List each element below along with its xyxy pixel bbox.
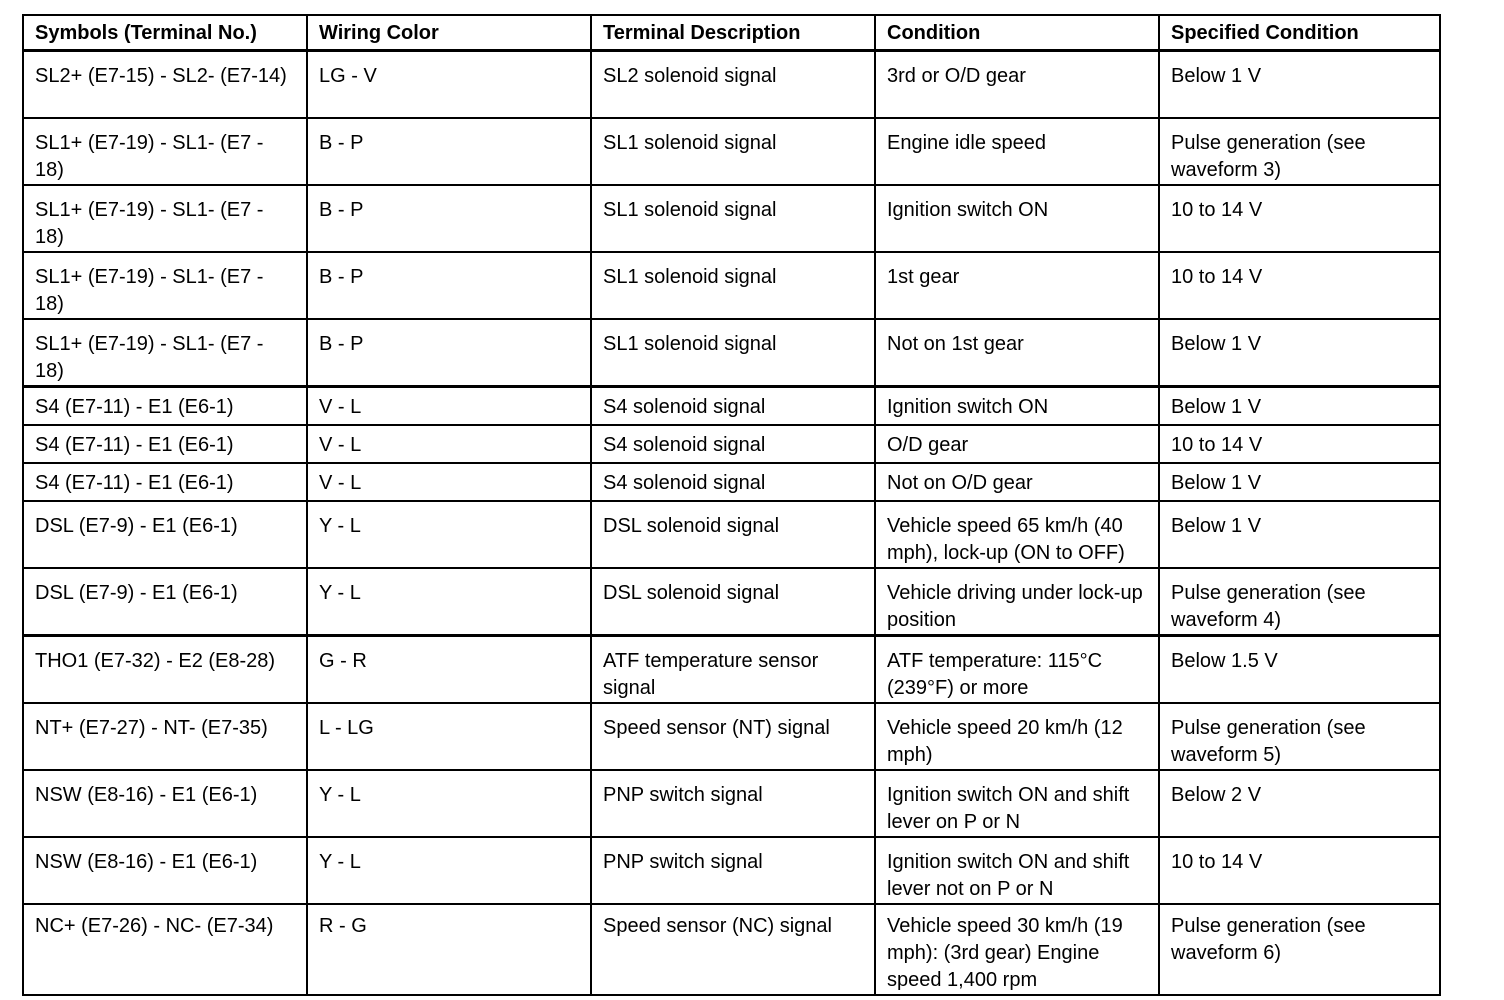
cell-terminal-description: Speed sensor (NT) signal xyxy=(591,703,875,770)
cell-terminal-description: ATF temperature sensor signal xyxy=(591,636,875,704)
cell-specified-condition: Below 1 V xyxy=(1159,387,1440,426)
cell-wiring-color: Y - L xyxy=(307,501,591,568)
cell-terminal-description: DSL solenoid signal xyxy=(591,568,875,636)
cell-symbols: S4 (E7-11) - E1 (E6-1) xyxy=(23,425,307,463)
header-symbols: Symbols (Terminal No.) xyxy=(23,15,307,51)
cell-terminal-description: SL1 solenoid signal xyxy=(591,319,875,387)
cell-wiring-color: V - L xyxy=(307,425,591,463)
table-row xyxy=(23,568,1440,636)
table-row xyxy=(23,770,1440,837)
cell-condition: ATF temperature: 115°C (239°F) or more xyxy=(875,636,1159,704)
cell-wiring-color: B - P xyxy=(307,319,591,387)
cell-condition: O/D gear xyxy=(875,425,1159,463)
cell-terminal-description: SL1 solenoid signal xyxy=(591,185,875,252)
cell-specified-condition: 10 to 14 V xyxy=(1159,185,1440,252)
table-row xyxy=(23,703,1440,770)
header-wiring-color: Wiring Color xyxy=(307,15,591,51)
cell-condition: Ignition switch ON and shift lever on P or N xyxy=(875,770,1159,837)
cell-specified-condition: Below 1.5 V xyxy=(1159,636,1440,704)
cell-condition: Not on O/D gear xyxy=(875,463,1159,501)
cell-wiring-color: Y - L xyxy=(307,770,591,837)
terminal-spec-table xyxy=(22,14,1441,996)
table-row xyxy=(23,319,1440,387)
cell-symbols: SL1+ (E7-19) - SL1- (E7 - 18) xyxy=(23,319,307,387)
table-row xyxy=(23,501,1440,568)
cell-wiring-color: B - P xyxy=(307,118,591,185)
cell-condition: Vehicle speed 20 km/h (12 mph) xyxy=(875,703,1159,770)
cell-terminal-description: SL1 solenoid signal xyxy=(591,252,875,319)
cell-wiring-color: L - LG xyxy=(307,703,591,770)
cell-wiring-color: V - L xyxy=(307,387,591,426)
cell-terminal-description: PNP switch signal xyxy=(591,837,875,904)
cell-wiring-color: G - R xyxy=(307,636,591,704)
cell-condition: Ignition switch ON xyxy=(875,387,1159,426)
table-row xyxy=(23,387,1440,426)
cell-symbols: DSL (E7-9) - E1 (E6-1) xyxy=(23,501,307,568)
table-row xyxy=(23,463,1440,501)
cell-specified-condition: Pulse generation (see waveform 3) xyxy=(1159,118,1440,185)
cell-wiring-color: B - P xyxy=(307,252,591,319)
cell-symbols: SL1+ (E7-19) - SL1- (E7 - 18) xyxy=(23,252,307,319)
cell-wiring-color: Y - L xyxy=(307,568,591,636)
cell-condition: Vehicle speed 65 km/h (40 mph), lock-up (ON to OFF) xyxy=(875,501,1159,568)
cell-terminal-description: Speed sensor (NC) signal xyxy=(591,904,875,995)
cell-symbols: S4 (E7-11) - E1 (E6-1) xyxy=(23,387,307,426)
table-row xyxy=(23,636,1440,704)
cell-symbols: SL2+ (E7-15) - SL2- (E7-14) xyxy=(23,51,307,119)
cell-specified-condition: Pulse generation (see waveform 4) xyxy=(1159,568,1440,636)
cell-condition: Engine idle speed xyxy=(875,118,1159,185)
table-row xyxy=(23,252,1440,319)
cell-wiring-color: Y - L xyxy=(307,837,591,904)
cell-terminal-description: PNP switch signal xyxy=(591,770,875,837)
cell-terminal-description: S4 solenoid signal xyxy=(591,425,875,463)
cell-specified-condition: Pulse generation (see waveform 5) xyxy=(1159,703,1440,770)
table-row xyxy=(23,51,1440,119)
cell-terminal-description: S4 solenoid signal xyxy=(591,463,875,501)
cell-symbols: NSW (E8-16) - E1 (E6-1) xyxy=(23,770,307,837)
table-header-row xyxy=(23,15,1440,51)
cell-specified-condition: Below 1 V xyxy=(1159,463,1440,501)
cell-condition: Vehicle driving under lock-up position xyxy=(875,568,1159,636)
terminal-spec-table-container xyxy=(22,14,1441,996)
cell-symbols: SL1+ (E7-19) - SL1- (E7 - 18) xyxy=(23,118,307,185)
table-row xyxy=(23,425,1440,463)
header-terminal-description: Terminal Description xyxy=(591,15,875,51)
cell-symbols: SL1+ (E7-19) - SL1- (E7 - 18) xyxy=(23,185,307,252)
cell-condition: 1st gear xyxy=(875,252,1159,319)
cell-condition: 3rd or O/D gear xyxy=(875,51,1159,119)
table-body xyxy=(23,51,1440,996)
cell-symbols: DSL (E7-9) - E1 (E6-1) xyxy=(23,568,307,636)
cell-symbols: NT+ (E7-27) - NT- (E7-35) xyxy=(23,703,307,770)
cell-condition: Ignition switch ON and shift lever not on P or N xyxy=(875,837,1159,904)
cell-specified-condition: Below 1 V xyxy=(1159,319,1440,387)
header-specified-condition: Specified Condition xyxy=(1159,15,1440,51)
cell-symbols: NSW (E8-16) - E1 (E6-1) xyxy=(23,837,307,904)
cell-symbols: NC+ (E7-26) - NC- (E7-34) xyxy=(23,904,307,995)
cell-condition: Vehicle speed 30 km/h (19 mph): (3rd gear) Engine speed 1,400 rpm xyxy=(875,904,1159,995)
cell-terminal-description: DSL solenoid signal xyxy=(591,501,875,568)
cell-condition: Ignition switch ON xyxy=(875,185,1159,252)
cell-wiring-color: B - P xyxy=(307,185,591,252)
cell-specified-condition: 10 to 14 V xyxy=(1159,425,1440,463)
cell-specified-condition: Below 2 V xyxy=(1159,770,1440,837)
table-row xyxy=(23,904,1440,995)
cell-symbols: S4 (E7-11) - E1 (E6-1) xyxy=(23,463,307,501)
header-condition: Condition xyxy=(875,15,1159,51)
cell-wiring-color: V - L xyxy=(307,463,591,501)
cell-terminal-description: S4 solenoid signal xyxy=(591,387,875,426)
table-row xyxy=(23,118,1440,185)
cell-specified-condition: Below 1 V xyxy=(1159,51,1440,119)
cell-specified-condition: 10 to 14 V xyxy=(1159,252,1440,319)
cell-condition: Not on 1st gear xyxy=(875,319,1159,387)
cell-terminal-description: SL2 solenoid signal xyxy=(591,51,875,119)
cell-wiring-color: LG - V xyxy=(307,51,591,119)
cell-terminal-description: SL1 solenoid signal xyxy=(591,118,875,185)
table-row xyxy=(23,185,1440,252)
cell-specified-condition: Pulse generation (see waveform 6) xyxy=(1159,904,1440,995)
cell-specified-condition: Below 1 V xyxy=(1159,501,1440,568)
cell-wiring-color: R - G xyxy=(307,904,591,995)
table-row xyxy=(23,837,1440,904)
cell-specified-condition: 10 to 14 V xyxy=(1159,837,1440,904)
cell-symbols: THO1 (E7-32) - E2 (E8-28) xyxy=(23,636,307,704)
